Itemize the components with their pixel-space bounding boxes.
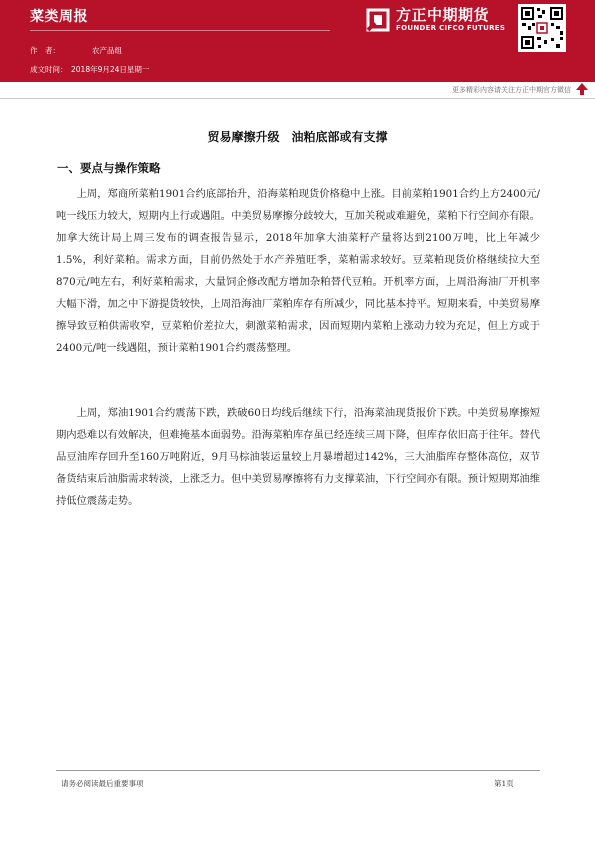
section-heading: 一、要点与操作策略 [57, 161, 161, 175]
brand-name: 方正中期期货 [396, 6, 490, 24]
date-value: 2018年9月24日星期一 [71, 65, 150, 74]
follow-bar [0, 82, 595, 99]
author-value: 农产品组 [92, 46, 122, 55]
footer-disclaimer: 请务必阅读最后重要事项 [61, 779, 144, 788]
follow-note[interactable]: 更多精彩内容请关注方正中期官方微信 [452, 86, 571, 94]
brand-english: FOUNDER CIFCO FUTURES [396, 24, 506, 32]
author-label: 作 者： [30, 46, 60, 55]
report-type: 菜类周报 [30, 9, 88, 25]
header-divider [30, 30, 330, 31]
header-banner [0, 0, 595, 82]
footer-divider [56, 770, 540, 771]
paragraph-rapeseed-meal: 上周，郑商所菜粕1901合约底部抬升，沿海菜粕现货价格稳中上涨。目前菜粕1901合约上方2400元/吨一线压力较大，短期内上行或遇阻。中美贸易摩擦分歧较大，互加关税或难避免，菜粕下行空间亦有限。加拿大统计局上周三发布的调查报告显示，2018年加拿大油菜籽产量将达到2100万吨，比上年减少1.5%，利好菜粕。需求方面，目前仍然处于水产养殖旺季，菜粕需求较好。豆菜粕现货价格继续拉大至870元/吨左右，利好菜粕需求，大量饲企修改配方增加杂粕替代豆粕。开机率方面，上周沿海油厂开机率大幅下滑，加之中下游提货较快，上周沿海油厂菜粕库存有所减少，同比基本持平。短期来看，中美贸易摩擦导致豆粕供需收窄，豆菜粕价差拉大，刺激菜粕需求，因而短期内菜粕上涨动力较为充足，但上方或于2400元/吨一线遇阻，预计菜粕1901合约震荡整理。 [56, 188, 540, 354]
qr-code-icon[interactable] [518, 4, 566, 52]
paragraph-rapeseed-oil: 上周，郑油1901合约震荡下跌，跌破60日均线后继续下行，沿海菜油现货报价下跌。中美贸易摩擦短期内恐难以有效解决，但难掩基本面弱势。沿海菜粕库存虽已经连续三周下降，但库存依旧高于往年。替代品豆油库存回升至160万吨附近，9月马棕油装运量较上月暴增超过142%，三大油脂库存整体高位，双节备货结束后油脂需求转淡，上涨乏力。但中美贸易摩擦将有力支撑菜油，下行空间亦有限。预计短期郑油维持低位震荡走势。 [56, 407, 540, 507]
founder-logo-icon [365, 7, 391, 33]
date-label: 成文时间： [30, 65, 68, 74]
page-number: 第1页 [494, 779, 514, 788]
document-title: 贸易摩擦升级 油粕底部或有支撑 [207, 130, 388, 144]
arrow-up-icon[interactable] [575, 82, 589, 96]
